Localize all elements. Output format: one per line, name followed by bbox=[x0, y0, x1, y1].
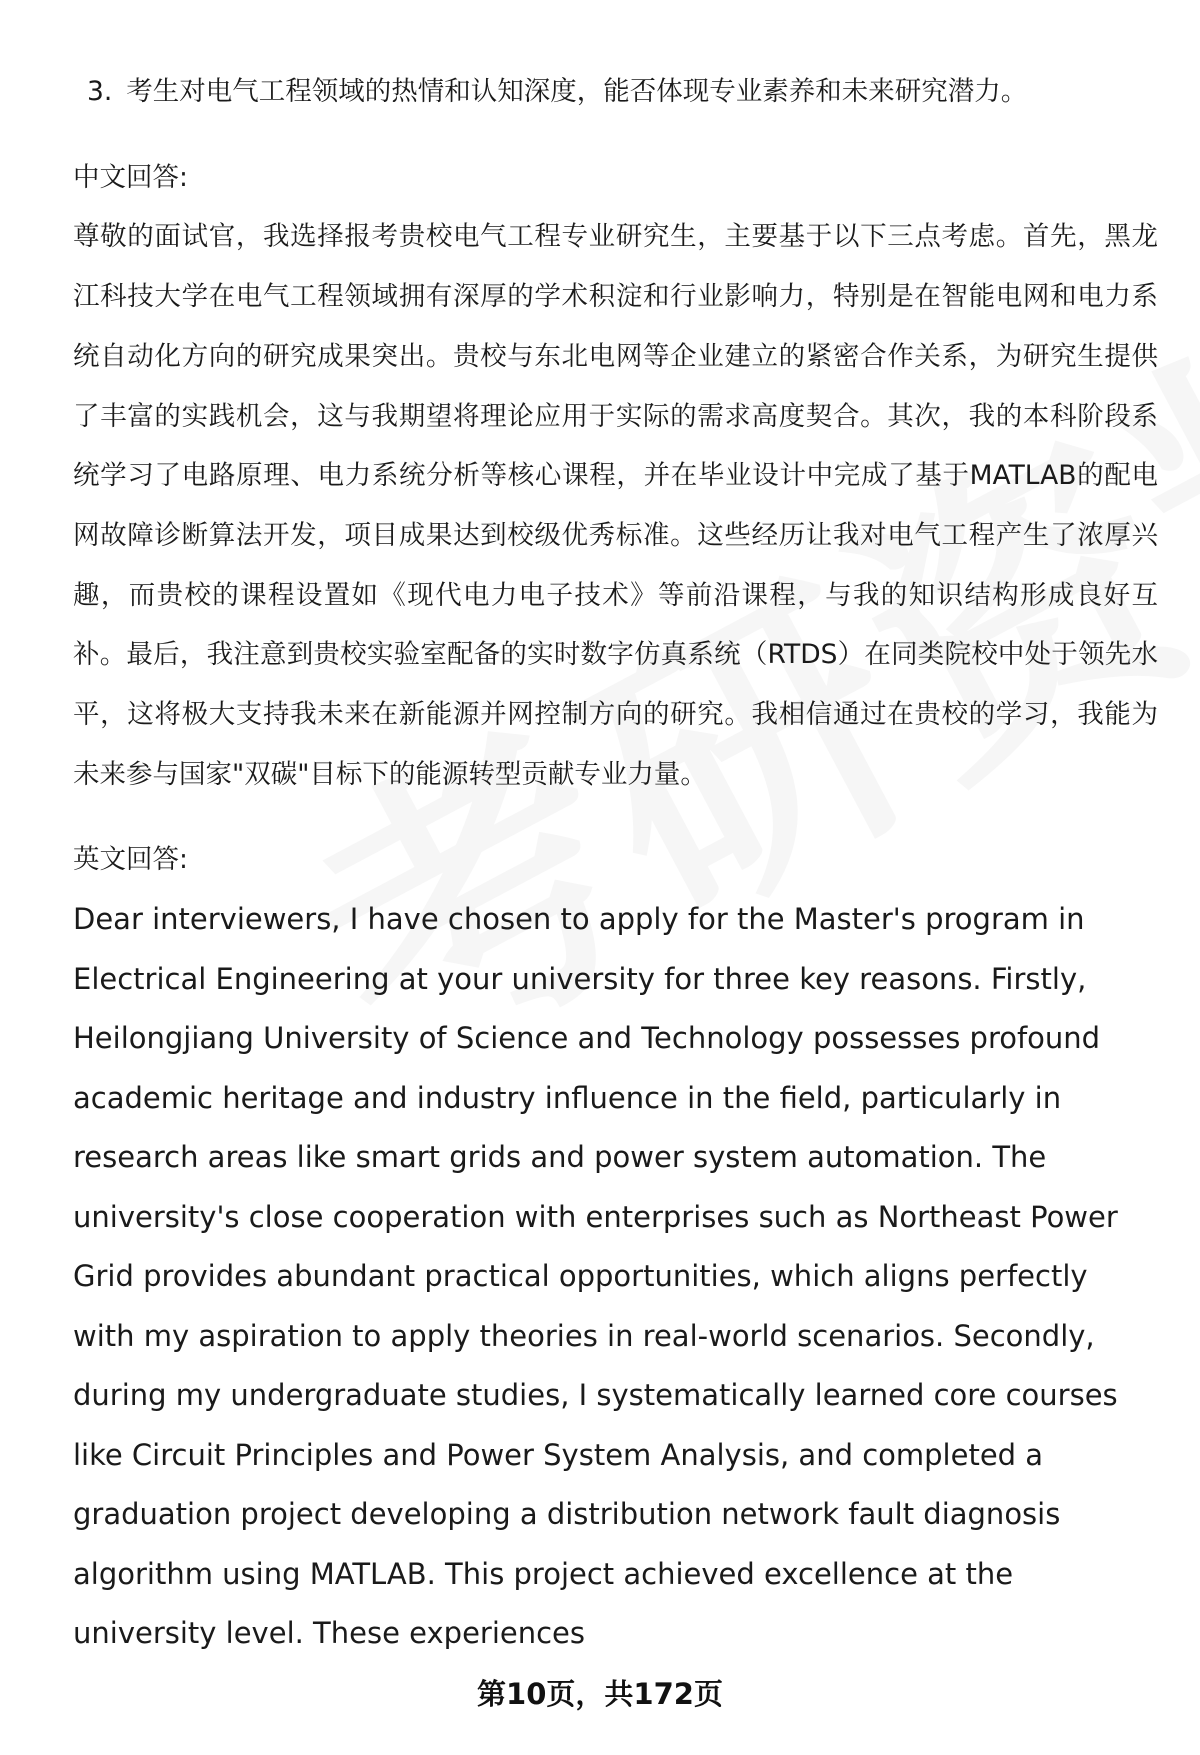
page-footer: 第10页，共172页 bbox=[477, 1677, 723, 1711]
question-item-number: 3. bbox=[87, 76, 113, 107]
english-answer-label: 英文回答: bbox=[73, 844, 188, 876]
english-answer-text: Dear interviewers, I have chosen to apply for the Master's program in Electrical Engineering at your university for three key reasons. Firstly, Heilongjiang University of Science and Technology possesses profound academic heritage and industry influence in the field, particularly in research areas like smart grids and power system automation. The university's close cooperation with enterprises such as Northeast Power Grid provides abundant practical opportunities, which aligns perfectly with my aspiration to apply theories in real-world scenarios. Secondly, during my undergraduate studies, I systematically learned core courses like Circuit Principles and Power System Analysis, and completed a graduation project developing a distribution network fault diagnosis algorithm using MATLAB. This project achieved excellence at the university level. These experiences bbox=[73, 902, 1118, 1651]
question-item-text: 考生对电气工程领域的热情和认知深度，能否体现专业素养和未来研究潜力。 bbox=[126, 76, 1028, 107]
question-item-3 bbox=[73, 62, 1158, 122]
page-content bbox=[73, 62, 1158, 1664]
chinese-answer-label: 中文回答: bbox=[73, 161, 188, 193]
chinese-answer-text: 尊敬的面试官，我选择报考贵校电气工程专业研究生，主要基于以下三点考虑。首先，黑龙江科技大学在电气工程领域拥有深厚的学术积淀和行业影响力，特别是在智能电网和电力系统自动化方向的研究成果突出。贵校与东北电网等企业建立的紧密合作关系，为研究生提供了丰富的实践机会，这与我期望将理论应用于实际的需求高度契合。其次，我的本科阶段系统学习了电路原理、电力系统分析等核心课程，并在毕业设计中完成了基于MATLAB的配电网故障诊断算法开发，项目成果达到校级优秀标准。这些经历让我对电气工程产生了浓厚兴趣，而贵校的课程设置如《现代电力电子技术》等前沿课程，与我的知识结构形成良好互补。最后，我注意到贵校实验室配备的实时数字仿真系统（RTDS）在同类院校中处于领先水平，这将极大支持我未来在新能源并网控制方向的研究。我相信通过在贵校的学习，我能为未来参与国家"双碳"目标下的能源转型贡献专业力量。 bbox=[73, 221, 1158, 790]
